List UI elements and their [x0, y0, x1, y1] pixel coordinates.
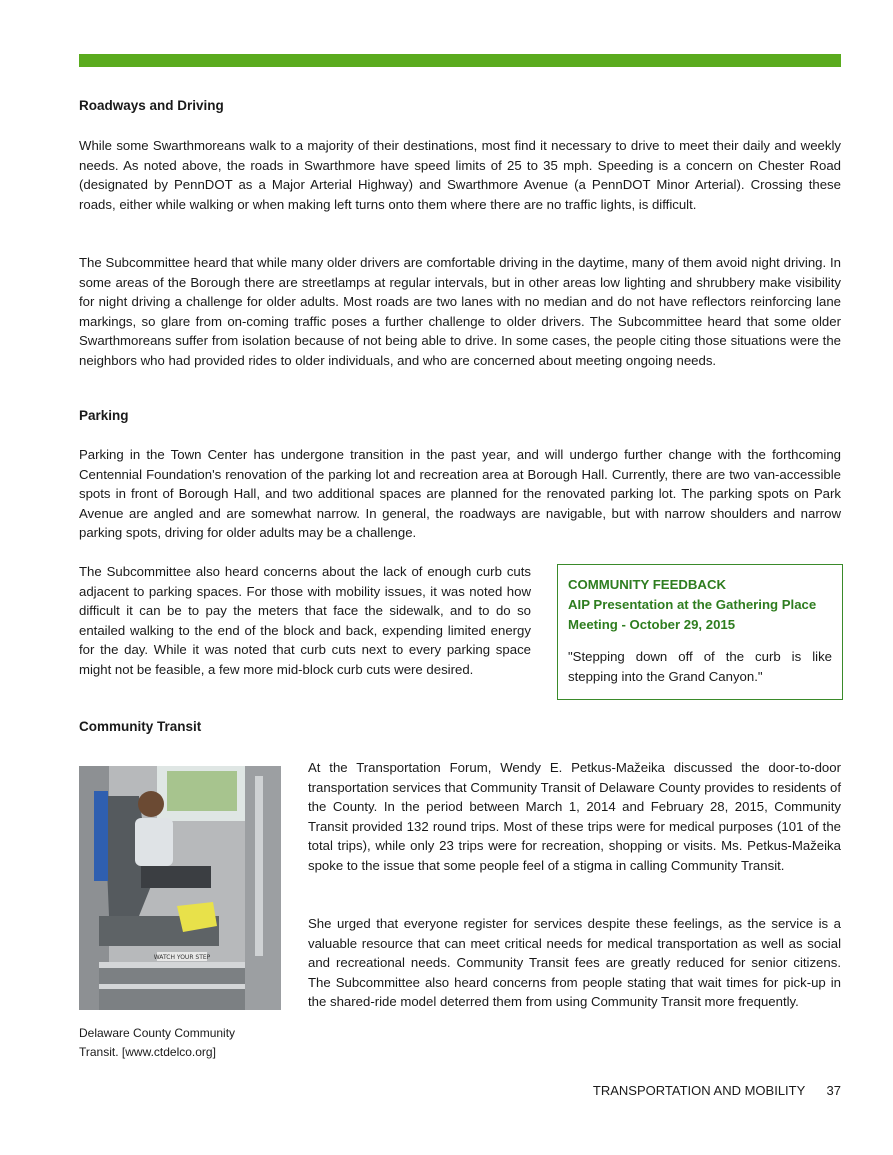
roadways-heading: Roadways and Driving	[79, 98, 224, 113]
parking-paragraph-2: The Subcommittee also heard concerns about the lack of enough curb cuts adjacent to parking spaces. For those with mobility issues, it was noted how difficult it can be to pay the meters that face the sidewalk, and to do so entailed walking to the end of the block and back, expending limited energy for the day. While it was noted that curb cuts next to every parking space might not be feasible, a few more mid-block curb cuts were desired.	[79, 564, 531, 677]
header-accent-bar	[79, 54, 841, 67]
photo-caption	[79, 1024, 279, 1062]
caption-line-2: Transit. [www.ctdelco.org]	[79, 1045, 216, 1059]
transit-paragraph-1: At the Transportation Forum, Wendy E. Petkus-Mažeika discussed the door-to-door transportation services that Community Transit of Delaware County provides to residents of the County. In the period between March 1, 2014 and February 28, 2015, Community Transit provided 132 round trips. Most of these trips were for medical purposes (101 of the total trips), while only 23 trips were for recreation, shopping or visits. Ms. Petkus-Mažeika spoke to the issue that some people feel of a stigma in calling Community Transit.	[308, 760, 841, 873]
caption-line-1: Delaware County Community	[79, 1026, 236, 1040]
community-feedback-box	[557, 564, 843, 700]
feedback-title-3: Meeting - October 29, 2015	[568, 617, 736, 632]
transit-paragraph-2: She urged that everyone register for services despite these feelings, as the service is a valuable resource that can meet critical needs for medical transportation as well as social and recreational needs. Community Transit fees are greatly reduced for senior citizens. The Subcommittee also heard concerns from people stating that wait times for pick-up in the shared-ride model deterred them from using Community Transit more frequently.	[308, 916, 841, 1009]
page-number: 37	[826, 1083, 841, 1098]
roadways-paragraph-1: While some Swarthmoreans walk to a majority of their destinations, most find it necessary to drive to meet their daily and weekly needs. As noted above, the roads in Swarthmore have speed limits of 25 to 35 mph. Speeding is a concern on Chester Road (designated by PennDOT as a Major Arterial Highway) and Swarthmore Avenue (a PennDOT Minor Arterial). Crossing these roads, either while walking or when making left turns onto them where there are no traffic lights, is difficult.	[79, 138, 841, 212]
transit-heading: Community Transit	[79, 719, 202, 734]
page-footer	[579, 1083, 841, 1098]
roadways-paragraph-2: The Subcommittee heard that while many older drivers are comfortable driving in the daytime, many of them avoid night driving. In some areas of the Borough there are streetlamps at regular intervals, but in other areas low lighting and shrubbery make visibility for night driving a challenge for older adults. Most roads are two lanes with no median and do not have reflectors reinforcing lane markings, so glare from on-coming traffic poses a further challenge to older drivers. The Subcommittee heard that some older Swarthmoreans suffer from isolation because of not being able to drive. In some cases, the people citing those situations were the neighbors who had provided rides to older individuals, and who are concerned about meeting ongoing needs.	[79, 255, 841, 368]
feedback-quote: "Stepping down off of the curb is like stepping into the Grand Canyon."	[568, 649, 832, 684]
parking-heading: Parking	[79, 408, 129, 423]
parking-paragraph-1: Parking in the Town Center has undergone transition in the past year, and will undergo further change with the forthcoming Centennial Foundation's renovation of the parking lot and recreation area at Borough Hall. Currently, there are two van-accessible spots in front of Borough Hall, and two additional spaces are planned for the renovated parking lot. The parking spots on Park Avenue are angled and are somewhat narrow. In general, the roadways are navigable, but with narrow shoulders and narrow parking spots, driving for older adults may be a challenge.	[79, 447, 841, 540]
footer-section-title: TRANSPORTATION AND MOBILITY	[592, 1083, 806, 1098]
feedback-title-2: AIP Presentation at the Gathering Place	[568, 597, 817, 612]
watch-your-step-sign: WATCH YOUR STEP	[153, 954, 211, 961]
feedback-title-1: COMMUNITY FEEDBACK	[568, 577, 727, 592]
van-interior-illustration	[79, 766, 281, 1010]
transit-van-photo	[79, 766, 281, 1010]
